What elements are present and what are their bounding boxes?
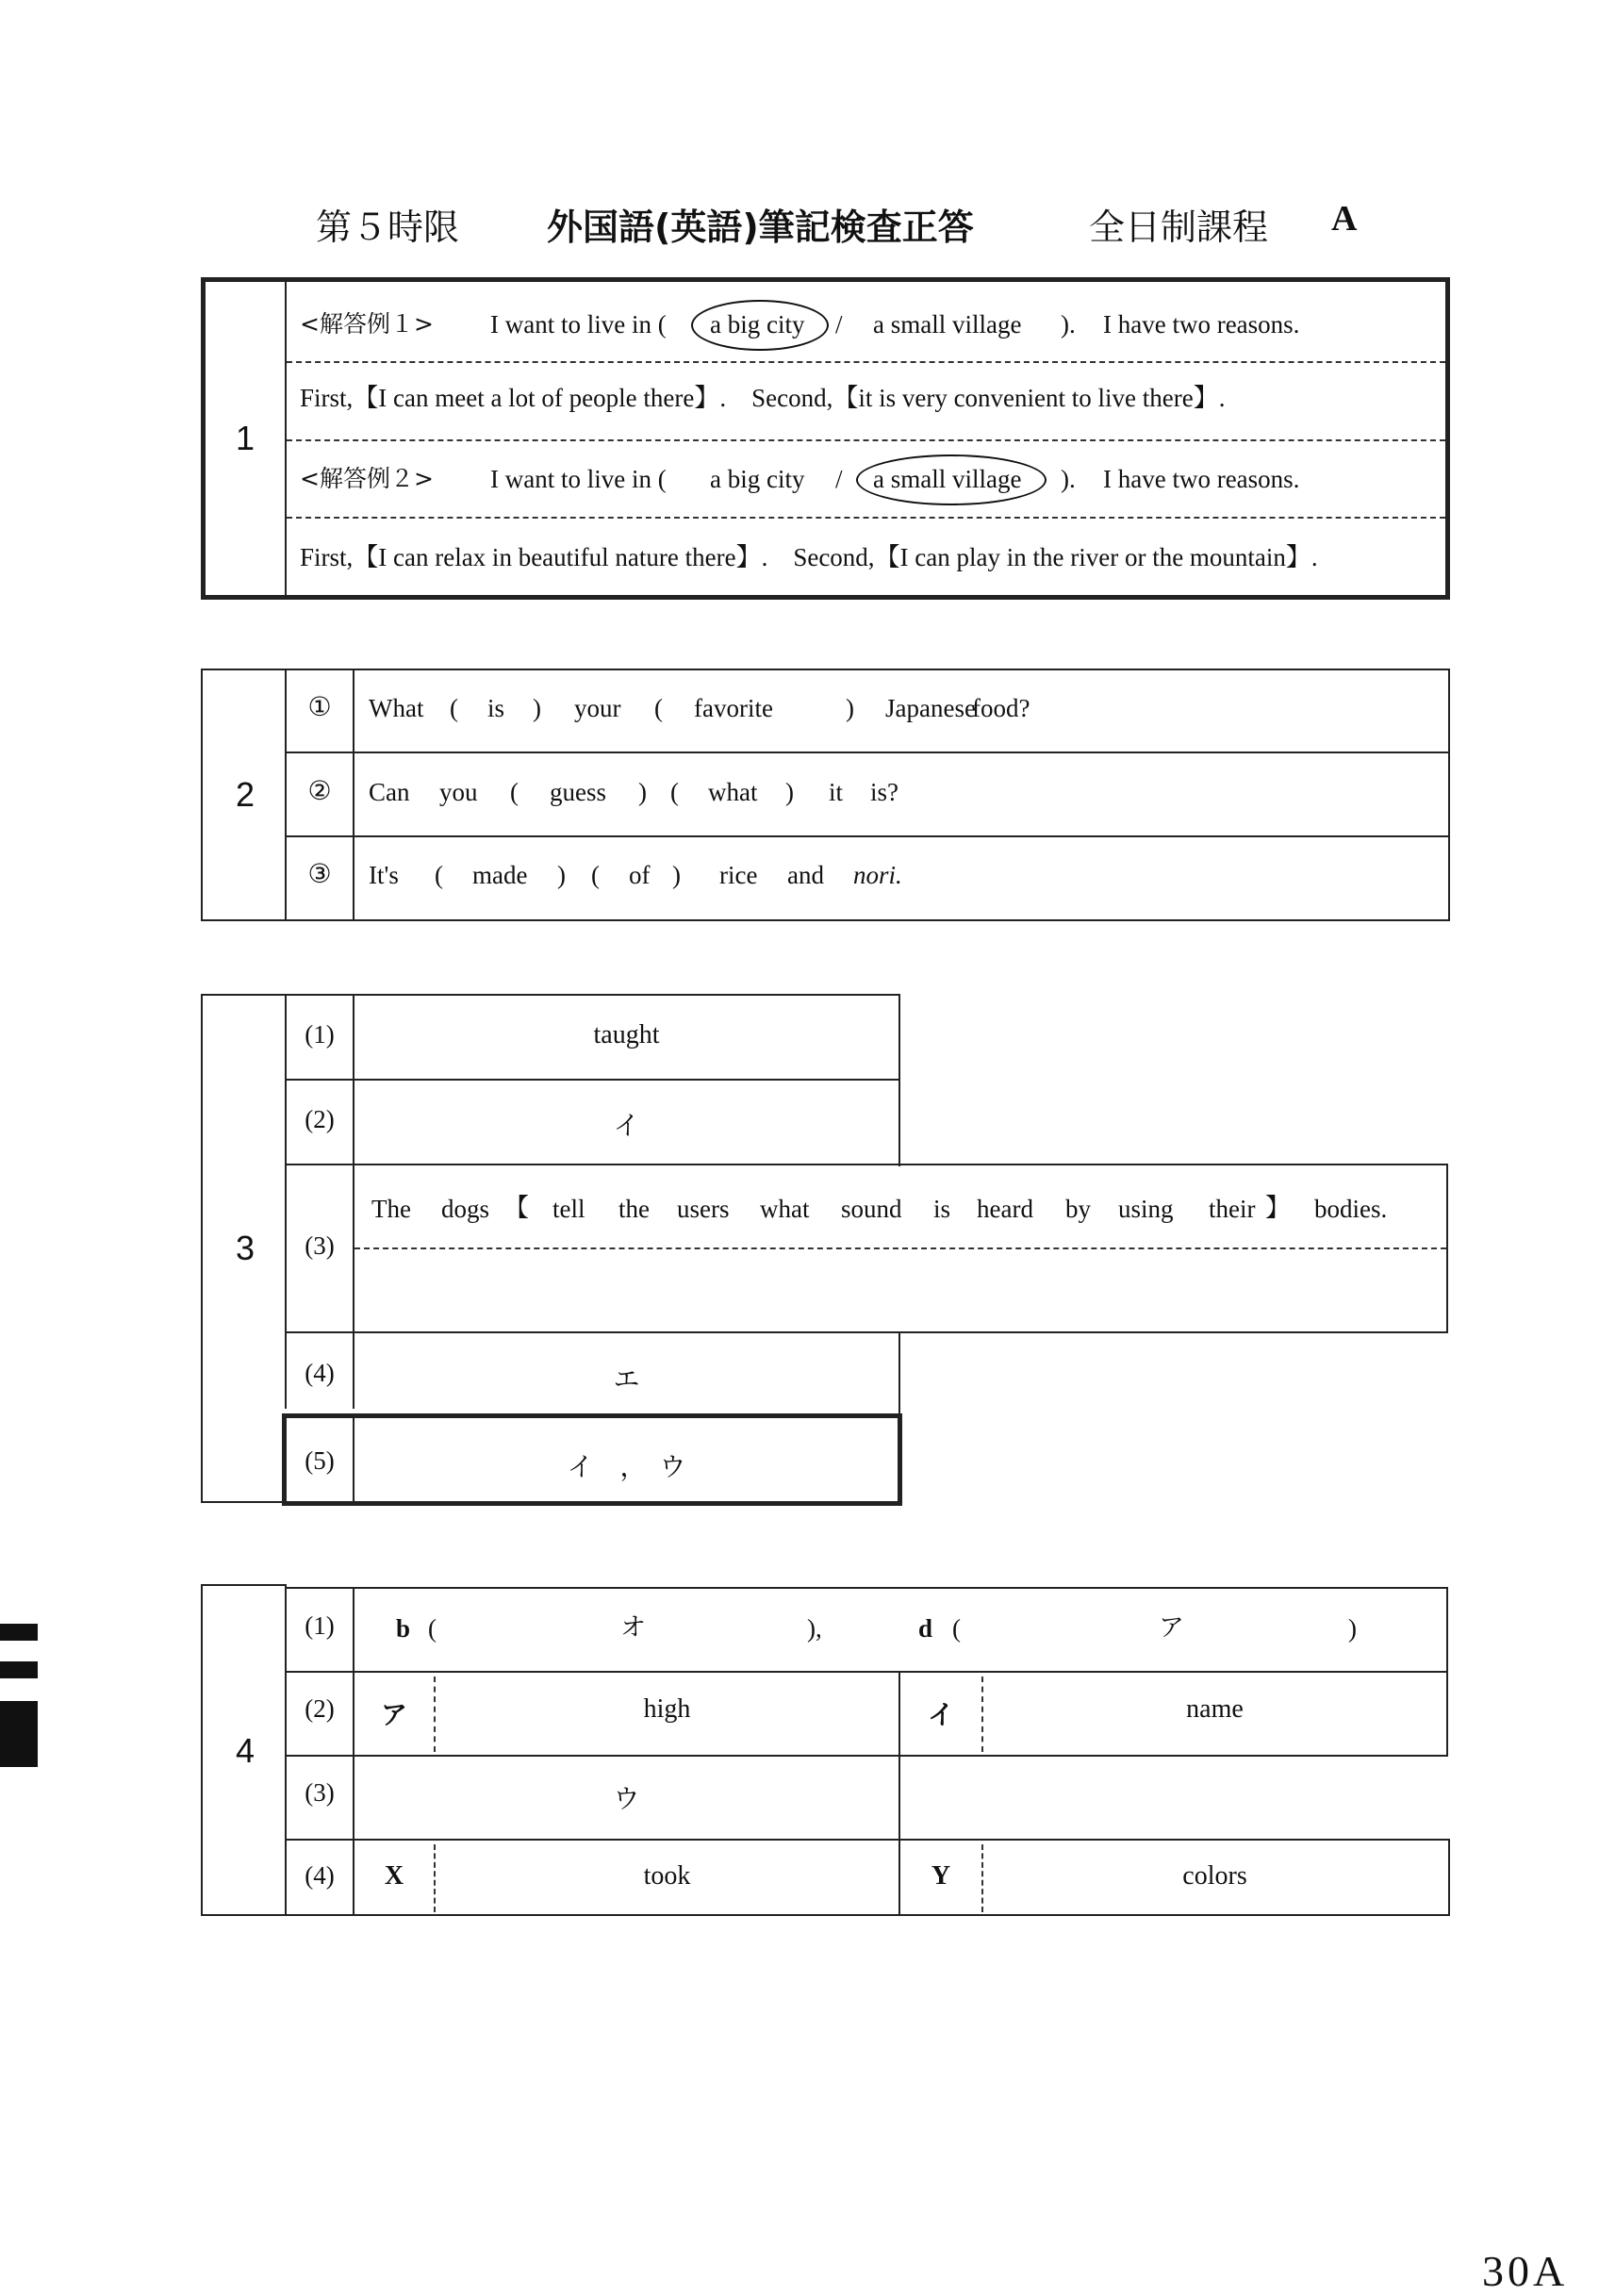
q3-row-3-label: (3) (305, 1231, 335, 1260)
q4-row-4-label: (4) (305, 1861, 335, 1890)
header-subject: 外国語(英語)筆記検査正答 (547, 206, 974, 248)
answer-circle-a-small-village (856, 454, 1047, 505)
q4-row-2-key-2: イ (927, 1699, 954, 1730)
margin-bar (0, 1661, 38, 1678)
q4-row-3-answer: ウ (613, 1783, 640, 1814)
q4-row-3-label: (3) (305, 1778, 335, 1807)
q1-example-2-reasons: First,【I can relax in beautiful nature there】. Second,【I can play in the river or the mountain】. (300, 543, 1318, 571)
q4-row-2-value-1: high (643, 1694, 691, 1724)
q1-ex2-choice-a: a big city (710, 465, 805, 493)
q1-ex1-label: <解答例１> (300, 310, 434, 338)
q3-row-5-answer: イ ， ウ (567, 1451, 686, 1482)
q3-row-1-label: (1) (305, 1020, 335, 1049)
q1-ex2-choice-b: a small village (873, 465, 1022, 493)
question-2-number: 2 (235, 775, 256, 814)
header-course: 全日制課程 (1089, 206, 1269, 248)
q4-row-4-value-2: colors (1182, 1861, 1247, 1891)
q1-ex2-tail: I have two reasons. (1103, 465, 1300, 493)
q1-ex1-choice-a: a big city (710, 310, 805, 339)
q3-row-5-label: (5) (305, 1446, 335, 1475)
header-version: A (1331, 199, 1358, 239)
question-1-number: 1 (235, 419, 256, 457)
q1-example-1-reasons: First,【I can meet a lot of people there】. Second,【it is very convenient to live there】. (300, 384, 1226, 412)
q2-row-3-label: ③ (307, 858, 332, 889)
q1-ex1-slash: / (835, 310, 843, 339)
q4-row-2-value-2: name (1186, 1694, 1244, 1724)
q1-ex2-slash: / (835, 465, 843, 493)
q3-row-1-answer: taught (593, 1020, 660, 1049)
q4-row-1-label: (1) (305, 1611, 335, 1640)
q3-row-2-label: (2) (305, 1105, 335, 1133)
q2-row-2-label: ② (307, 775, 332, 806)
question-3-number: 3 (235, 1229, 256, 1267)
q4-row-2-key-1: ア (380, 1699, 407, 1730)
header-period: 第５時限 (316, 206, 460, 248)
q1-ex2-label: <解答例２> (300, 465, 434, 492)
q3-row-2-answer: イ (613, 1110, 640, 1141)
q1-ex1-close: ). (1061, 310, 1076, 339)
q2-row-1-label: ① (307, 691, 332, 722)
q3-row-4-label: (4) (305, 1359, 335, 1387)
q1-ex1-choice-b: a small village (873, 310, 1022, 339)
page-code: 30A (1482, 2247, 1569, 2295)
margin-bar (0, 1701, 38, 1767)
question-4-number: 4 (235, 1731, 256, 1770)
q4-row-4-value-1: took (643, 1861, 691, 1891)
q3-row-4-answer: エ (613, 1363, 640, 1395)
q1-ex1-tail: I have two reasons. (1103, 310, 1300, 339)
q4-row-4-key-2: Y (931, 1861, 951, 1891)
q4-row-4-key-1: X (384, 1861, 404, 1891)
header (0, 198, 1599, 248)
margin-bar (0, 1624, 38, 1641)
q1-ex2-close: ). (1061, 465, 1076, 493)
q4-row-2-label: (2) (305, 1694, 335, 1723)
answer-circle-a-big-city (691, 300, 829, 351)
q1-ex2-stem: I want to live in ( (490, 465, 667, 493)
q1-ex1-stem: I want to live in ( (490, 310, 667, 339)
